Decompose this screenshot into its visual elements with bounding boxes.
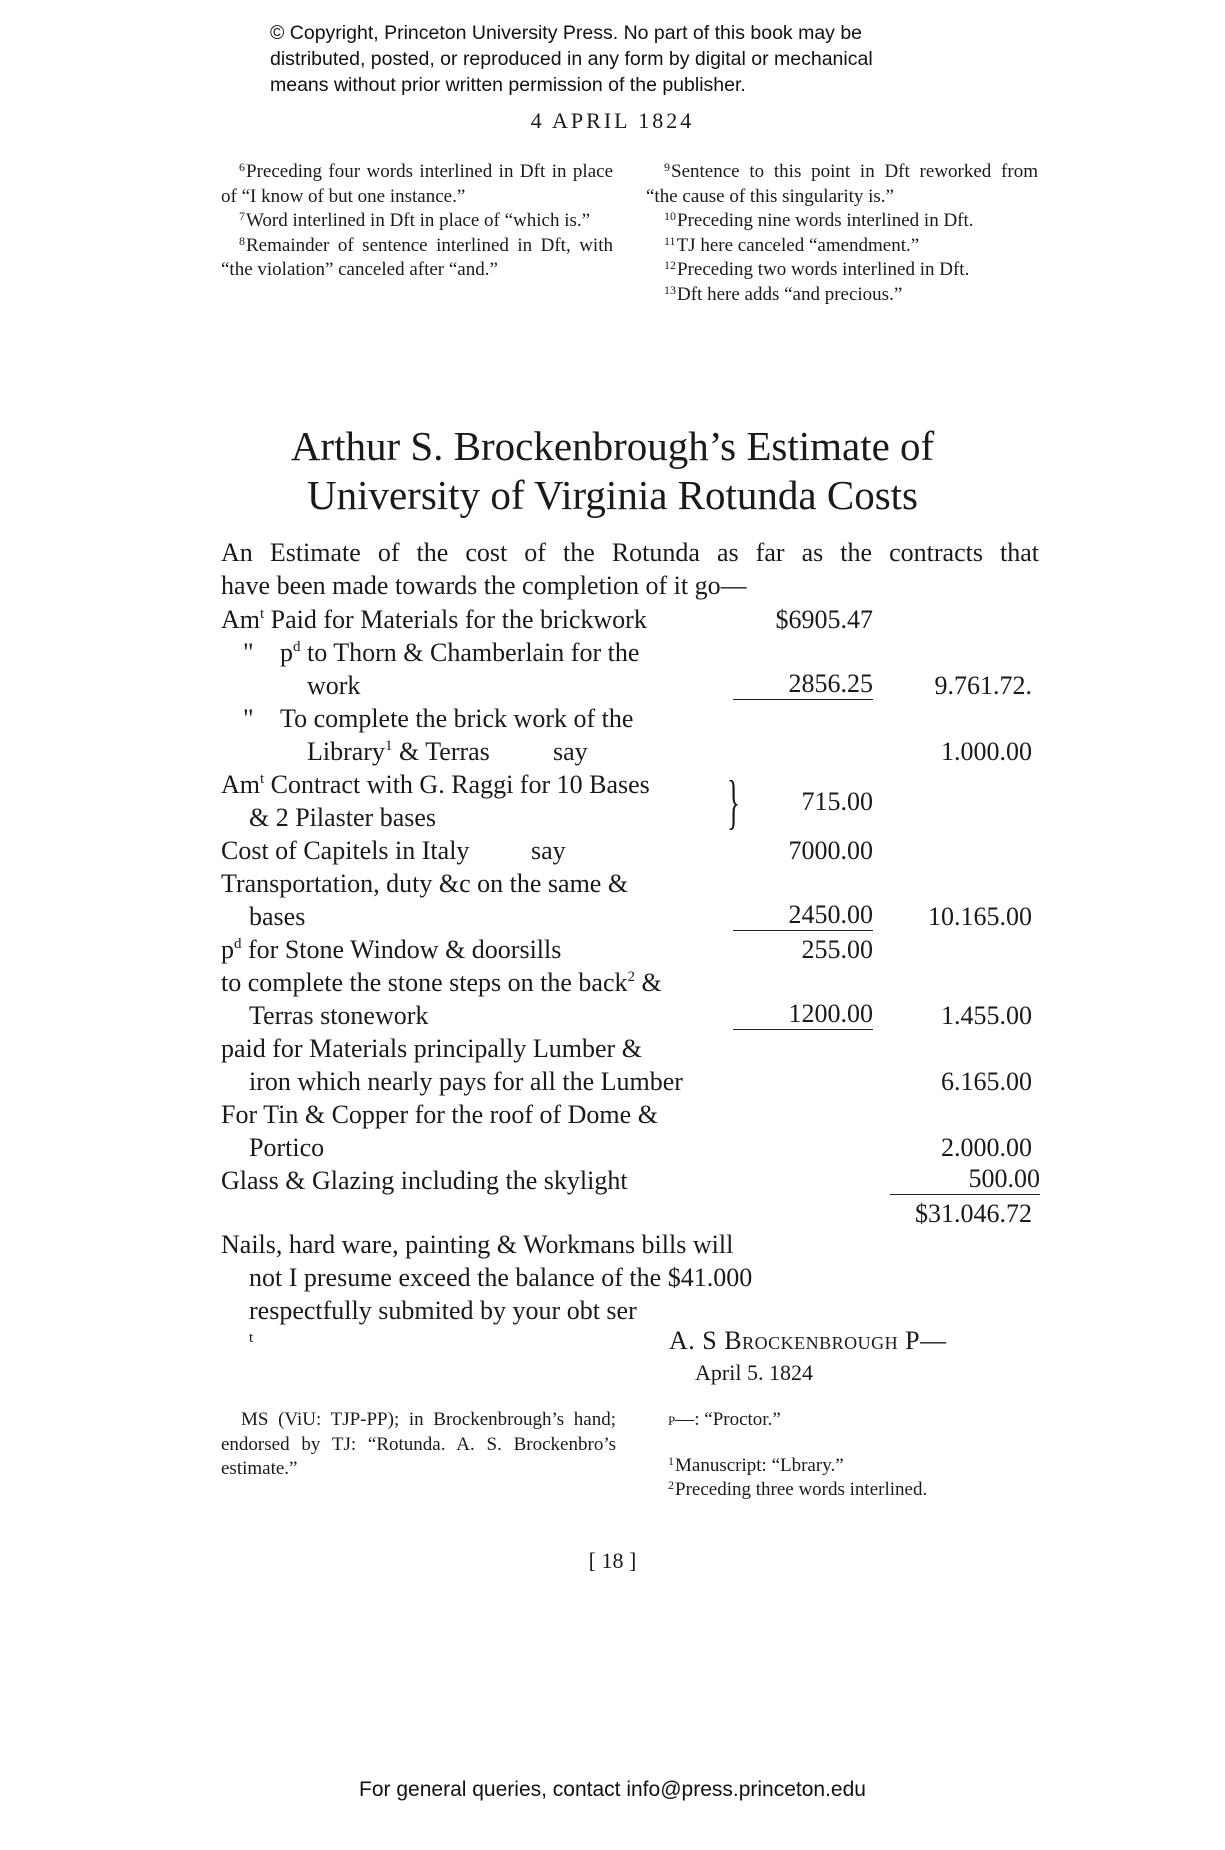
estimate-line: & 2 Pilaster bases xyxy=(249,803,437,832)
footnote-number: 8 xyxy=(239,233,245,248)
say-label: say xyxy=(553,737,588,766)
ditto-mark: " xyxy=(243,638,254,667)
footnote-text: Preceding nine words interlined in Dft. xyxy=(677,210,974,231)
estimate-line: Am$^t$ Paid for Materials for the brickwork xyxy=(221,605,647,634)
estimate-total: 6.165.00 xyxy=(941,1067,1032,1096)
footnote xyxy=(646,209,1038,234)
estimate-total: 1.000.00 xyxy=(941,737,1032,766)
intro-line: An Estimate of the cost of the Rotunda as far as the contracts that xyxy=(221,538,1039,567)
estimate-line: Glass & Glazing including the skylight xyxy=(221,1166,628,1195)
running-head: 4 APRIL 1824 xyxy=(530,108,695,133)
footnote xyxy=(221,234,613,283)
curly-brace-icon: } xyxy=(727,769,740,835)
estimate-amount: 715.00 xyxy=(801,787,873,816)
signature-date: April 5. 1824 xyxy=(695,1360,813,1385)
estimate-amount: 255.00 xyxy=(801,935,873,964)
estimate-line: $p^d$ for Stone Window & doorsills xyxy=(221,935,562,964)
footnote-number: 13 xyxy=(664,282,676,297)
signature: A. S Brockenbrough P— xyxy=(669,1326,947,1355)
provenance-note: MS (ViU: TJP-PP); in Brockenbrough’s hand; endorsed by TJ: “Rotunda. A. S. Brockenbro’s estimate.” xyxy=(221,1409,616,1479)
footnote-text: Sentence to this point in Dft reworked from “the cause of this singularity is.” xyxy=(646,161,1038,207)
estimate-amount: 2856.25 xyxy=(733,669,873,700)
estimate-total: 9.761.72. xyxy=(934,671,1032,700)
estimate-line: Transportation, duty &c on the same & xyxy=(221,869,629,898)
estimate-line: Terras stonework xyxy=(249,1001,429,1030)
footnote xyxy=(646,234,1038,259)
estimate-total: 2.000.00 xyxy=(941,1133,1032,1162)
copyright-line: means without prior written permission of the publisher. xyxy=(270,74,746,96)
estimate-line: To complete the brick work of the xyxy=(280,704,634,733)
say-label: say xyxy=(531,836,566,865)
closing-line: Nails, hard ware, painting & Workmans bills will xyxy=(221,1230,734,1259)
page-number: [ 18 ] xyxy=(588,1548,637,1573)
publisher-footer: For general queries, contact info@press.princeton.edu xyxy=(359,1778,866,1801)
footnote-text: Remainder of sentence interlined in Dft, with “the violation” canceled after “and.” xyxy=(221,234,613,280)
estimate-total: 500.00 xyxy=(890,1164,1040,1195)
footnote-number: 10 xyxy=(664,209,676,223)
footnote-text: Dft here adds “and precious.” xyxy=(677,283,903,305)
estimate-line: Cost of Capitels in Italy xyxy=(221,836,470,865)
estimate-line: For Tin & Copper for the roof of Dome & xyxy=(221,1100,658,1129)
estimate-total: 1.455.00 xyxy=(941,1001,1032,1030)
estimate-line: work xyxy=(307,671,361,700)
footnote-number: 9 xyxy=(664,160,670,174)
footnote-text: Preceding two words interlined in Dft. xyxy=(677,259,970,280)
document-title xyxy=(0,422,1225,520)
ditto-mark: " xyxy=(243,704,254,733)
estimate-line: Library$^1$ & Terras xyxy=(307,737,490,766)
copyright-notice xyxy=(270,20,1050,98)
copyright-line: © Copyright, Princeton University Press. No part of this book may be xyxy=(270,22,863,44)
estimate-line: bases xyxy=(249,902,306,931)
footnotes-left-column xyxy=(221,160,613,283)
estimate-intro xyxy=(221,536,1039,602)
estimate-line: paid for Materials principally Lumber & xyxy=(221,1034,642,1063)
endnote: $^2$Preceding three words interlined. xyxy=(668,1478,928,1500)
footnote-number: 6 xyxy=(239,160,245,174)
estimate-amount: 7000.00 xyxy=(788,836,873,865)
footnote-text: Preceding four words interlined in Dft in place of “I know of but one instance.” xyxy=(221,161,613,207)
footnote xyxy=(221,160,613,209)
footnote xyxy=(646,283,1038,308)
footnote-number: 11 xyxy=(664,233,676,248)
estimate-line: $p^d$ to Thorn & Chamberlain for the xyxy=(280,638,640,667)
grand-total: $31.046.72 xyxy=(915,1199,1032,1228)
footnote xyxy=(646,160,1038,209)
footnote xyxy=(646,258,1038,283)
estimate-amount: 1200.00 xyxy=(733,999,873,1030)
closing-line: not I presume exceed the balance of the $41.000 xyxy=(249,1263,753,1292)
endnotes xyxy=(668,1408,1048,1503)
footnote-text: Word interlined in Dft in place of “which is.” xyxy=(246,210,591,231)
endnote: p—: “Proctor.” xyxy=(668,1409,781,1430)
title-line: University of Virginia Rotunda Costs xyxy=(306,472,919,518)
footnote xyxy=(221,209,613,234)
endnote: $^1$Manuscript: “Lbrary.” xyxy=(668,1453,844,1476)
copyright-line: distributed, posted, or reproduced in any form by digital or mechanical xyxy=(270,48,873,70)
footnote-number: 7 xyxy=(239,209,245,223)
estimate-line: Portico xyxy=(249,1133,325,1162)
estimate-line: iron which nearly pays for all the Lumber xyxy=(249,1067,683,1096)
footnote-text: TJ here canceled “amendment.” xyxy=(676,234,920,256)
estimate-total: 10.165.00 xyxy=(928,902,1032,931)
estimate-amount: 2450.00 xyxy=(733,900,873,931)
estimate-line: Am$^t$ Contract with G. Raggi for 10 Bases xyxy=(221,770,650,799)
footnotes-right-column xyxy=(646,160,1038,307)
estimate-line: to complete the stone steps on the back$^2$ & xyxy=(221,968,662,997)
intro-line: have been made towards the completion of it go— xyxy=(221,571,747,600)
title-line: Arthur S. Brockenbrough’s Estimate of xyxy=(290,423,935,469)
closing-line: respectfully submited by your obt ser $^t$ xyxy=(249,1296,637,1346)
estimate-amount: $6905.47 xyxy=(775,605,873,634)
footnote-number: 12 xyxy=(664,258,676,272)
